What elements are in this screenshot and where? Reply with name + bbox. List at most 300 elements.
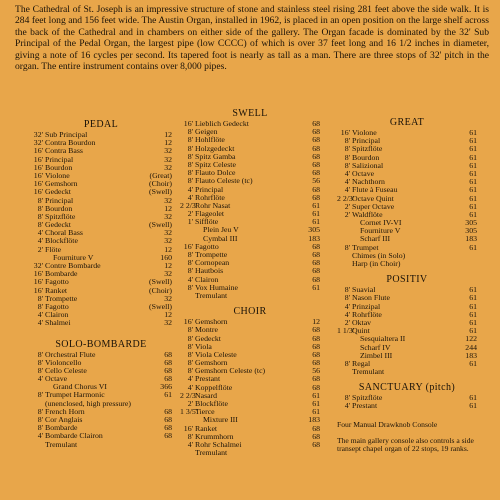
- stop-pipes: 366: [160, 382, 172, 392]
- stop-pipes: 61: [312, 282, 320, 292]
- stop-row: [30, 246, 172, 254]
- stop-pipes: 68: [312, 374, 320, 384]
- stop-row: [180, 292, 320, 300]
- stop-size: 8': [187, 127, 193, 137]
- stop-size: 16': [33, 170, 43, 180]
- stop-size: 8': [344, 144, 350, 154]
- stop-name: Prestant: [352, 401, 378, 411]
- stop-pipes: 68: [164, 423, 172, 433]
- stop-list: [30, 131, 172, 328]
- stop-pipes: 122: [465, 334, 477, 344]
- stop-size: 8': [37, 211, 43, 221]
- stop-size: 8': [344, 393, 350, 403]
- stop-row: [337, 344, 477, 352]
- stop-name: Contre Bombarde: [45, 261, 101, 270]
- stop-size: 32': [33, 138, 43, 148]
- stop-pipes: 68: [164, 431, 172, 441]
- stop-name: Contra Bass: [45, 146, 83, 156]
- stop-size: 4': [187, 184, 193, 194]
- stop-pipes: 56: [312, 366, 320, 376]
- section-choir: [180, 305, 320, 457]
- stop-pipes: 305: [465, 218, 477, 228]
- stop-pipes: 68: [312, 192, 320, 202]
- stop-pipes: 61: [469, 317, 477, 327]
- stop-pipes: 68: [164, 406, 172, 416]
- stop-name: Mixture III: [203, 415, 238, 425]
- stop-pipes: 68: [312, 151, 320, 161]
- stop-name: Violone: [352, 128, 377, 137]
- stop-size: 8': [37, 406, 43, 416]
- stop-pipes: 68: [312, 431, 320, 441]
- stop-name: Harp (in Choir): [352, 259, 401, 268]
- stop-name: Nasard: [195, 390, 218, 400]
- stop-name: Fourniture V: [360, 226, 401, 236]
- stop-name: Flageolet: [195, 209, 225, 219]
- stop-pipes: 61: [312, 390, 320, 400]
- stop-pipes: 68: [312, 241, 320, 251]
- stop-name: Principal: [45, 154, 74, 164]
- stop-name: Trompette: [195, 250, 228, 259]
- stop-size: 16': [33, 277, 43, 287]
- stop-size: 2 2/3': [180, 390, 198, 400]
- stop-name: Holzgedeckt: [195, 143, 235, 153]
- stop-size: 16': [183, 317, 193, 327]
- stop-pipes: 68: [312, 325, 320, 335]
- stop-row: [30, 319, 172, 327]
- stop-name: Bombarde Clairon: [45, 431, 103, 441]
- stop-size: 2': [344, 317, 350, 327]
- stop-list: [337, 129, 477, 268]
- stop-pipes: 68: [312, 439, 320, 449]
- stop-name: Blockflöte: [45, 236, 78, 246]
- stop-name: Fagotto: [45, 301, 69, 311]
- stop-pipes: 68: [312, 159, 320, 169]
- stop-pipes: 305: [465, 226, 477, 236]
- stop-name: Violoncello: [45, 357, 82, 367]
- stop-pipes: 68: [312, 274, 320, 284]
- stop-size: 4': [187, 192, 193, 202]
- stop-size: 16': [33, 187, 43, 197]
- stop-name: Contra Bourdon: [45, 138, 96, 148]
- stop-row: [30, 441, 172, 449]
- stop-name: Gemshorn: [45, 179, 78, 189]
- stop-name: Shalmei: [45, 318, 71, 328]
- stop-name: Rohrflöte: [195, 192, 225, 202]
- stop-list: [30, 351, 172, 449]
- stop-name: Sifflöte: [195, 217, 219, 227]
- stop-size: 4': [37, 228, 43, 238]
- stop-name: Spitzflöte: [45, 211, 76, 221]
- stop-name: Regal: [352, 358, 371, 368]
- stop-size: 4': [344, 309, 350, 319]
- stop-size: 16': [33, 162, 43, 172]
- stop-pipes: 61: [469, 209, 477, 219]
- stop-name: Ranket: [195, 423, 218, 433]
- stop-pipes: 61: [469, 185, 477, 195]
- section-title: POSITIV: [386, 274, 428, 286]
- stop-name: Cornet IV-VI: [360, 218, 402, 228]
- stop-size: 2': [37, 244, 43, 254]
- stop-name: Tremulant: [352, 367, 385, 377]
- stop-name: Sub Principal: [45, 130, 88, 139]
- stop-pipes: 61: [469, 168, 477, 178]
- stop-pipes: 68: [312, 423, 320, 433]
- stop-size: 8': [37, 220, 43, 230]
- stop-pipes: (Great): [149, 170, 172, 180]
- stop-size: 16': [33, 179, 43, 189]
- stop-name: Chimes (in Solo): [352, 250, 406, 260]
- stop-name: Flauto Dolce: [195, 168, 236, 178]
- stop-size: 8': [37, 293, 43, 303]
- stop-pipes: 61: [469, 242, 477, 252]
- stop-name: Flute à Fuseau: [352, 185, 398, 195]
- stop-size: 8': [37, 349, 43, 359]
- stop-name: Salizional: [352, 160, 384, 170]
- stop-row: [337, 260, 477, 268]
- stop-name: Trumpet: [352, 242, 379, 252]
- stop-pipes: 61: [469, 201, 477, 211]
- stop-name: Fagotto: [45, 277, 69, 287]
- stop-size: 8': [187, 143, 193, 153]
- stop-pipes: 61: [469, 160, 477, 170]
- stop-name: Bombarde: [45, 423, 78, 433]
- stop-pipes: 32: [164, 228, 172, 238]
- stop-pipes: (Choir): [149, 179, 172, 189]
- stop-name: Lieblich Gedeckt: [195, 119, 249, 128]
- stop-name: Spitzflöte: [352, 393, 383, 403]
- stop-size: 4': [344, 177, 350, 187]
- stop-name: Cello Celeste: [45, 365, 87, 375]
- stop-size: 8': [37, 301, 43, 311]
- column-right: [337, 116, 477, 454]
- stop-list: [337, 286, 477, 376]
- stop-pipes: 32: [164, 146, 172, 156]
- stop-size: 8': [187, 366, 193, 376]
- stop-name: Quint: [352, 326, 370, 336]
- stop-pipes: 68: [164, 374, 172, 384]
- stop-name: Nason Flute: [352, 293, 390, 303]
- stop-pipes: 32: [164, 318, 172, 328]
- stop-size: 8': [187, 349, 193, 359]
- stop-pipes: 61: [469, 128, 477, 137]
- stop-size: 4': [344, 301, 350, 311]
- section-title: PEDAL: [83, 119, 119, 130]
- stop-row: [337, 227, 477, 235]
- stop-name: Principal: [352, 136, 381, 146]
- stop-name: Gemshorn: [195, 358, 228, 368]
- stop-size: 8': [187, 151, 193, 161]
- stop-size: 8': [37, 415, 43, 424]
- section-sanctuary: [337, 381, 477, 410]
- stop-pipes: 32: [164, 154, 172, 164]
- stop-pipes: 32: [164, 236, 172, 246]
- stop-pipes: 61: [312, 200, 320, 210]
- stop-pipes: 32: [164, 269, 172, 279]
- stop-name: Scharf IV: [360, 342, 391, 352]
- stop-pipes: 12: [164, 244, 172, 254]
- stop-pipes: 61: [469, 136, 477, 146]
- section-great: [337, 116, 477, 268]
- stop-name: Flöte: [45, 244, 62, 254]
- stop-name: Bourdon: [45, 162, 73, 172]
- stop-size: 4': [187, 382, 193, 392]
- stop-size: 2': [187, 399, 193, 408]
- stop-pipes: 61: [469, 193, 477, 203]
- stop-name: Flauto Celeste (tc): [195, 176, 253, 186]
- stop-name: Oktav: [352, 317, 372, 327]
- stop-pipes: 68: [164, 357, 172, 367]
- stop-size: 1': [187, 217, 193, 227]
- stop-size: 2': [344, 201, 350, 211]
- stop-name: Gemshorn Celeste (tc): [195, 366, 266, 376]
- stop-size: 8': [187, 250, 193, 259]
- stop-name: Orchestral Flute: [45, 349, 96, 359]
- stop-row: [180, 408, 320, 416]
- stop-size: 8': [37, 423, 43, 433]
- stop-name: Principal: [195, 184, 224, 194]
- stop-name: Ranket: [45, 285, 68, 295]
- stop-pipes: 61: [312, 407, 320, 417]
- stop-name: Scharf III: [360, 234, 391, 244]
- stop-size: 8': [187, 358, 193, 368]
- stop-row: [180, 218, 320, 226]
- stop-size: 32': [33, 261, 43, 270]
- stop-name: Fourniture V: [53, 252, 94, 262]
- stop-name: (unenclosed, high pressure): [45, 398, 131, 408]
- section-positiv: [337, 273, 477, 376]
- stop-row: [180, 449, 320, 457]
- stop-name: Principal: [45, 195, 74, 205]
- section-swell: [180, 107, 320, 300]
- stop-size: 8': [344, 358, 350, 368]
- stop-pipes: 61: [312, 399, 320, 408]
- stop-pipes: 32: [164, 195, 172, 205]
- stop-size: 8': [344, 160, 350, 170]
- stop-size: 4': [187, 439, 193, 449]
- stop-name: Cor Anglais: [45, 415, 83, 424]
- stop-size: 8': [187, 333, 193, 343]
- stop-pipes: 68: [312, 266, 320, 276]
- stop-size: 8': [187, 135, 193, 145]
- stop-row: [337, 335, 477, 343]
- stop-size: 8': [187, 282, 193, 292]
- stop-size: 4': [37, 431, 43, 441]
- stop-size: 4': [37, 236, 43, 246]
- section-title: SANCTUARY (pitch): [358, 382, 456, 394]
- stop-name: Grand Chorus VI: [53, 382, 107, 392]
- section-solo-bombarde: [30, 338, 172, 449]
- stop-pipes: 61: [469, 177, 477, 187]
- stop-pipes: 160: [160, 252, 172, 262]
- stop-pipes: 68: [312, 349, 320, 359]
- stop-name: Montre: [195, 325, 218, 335]
- stop-pipes: 68: [312, 258, 320, 268]
- stop-pipes: 68: [312, 341, 320, 351]
- stop-pipes: 61: [469, 285, 477, 295]
- stop-list: [337, 394, 477, 410]
- stop-size: 4': [344, 168, 350, 178]
- stop-size: 8': [37, 365, 43, 375]
- stop-name: Prestant: [195, 374, 221, 384]
- stop-pipes: 68: [312, 250, 320, 259]
- stop-pipes: (Swell): [149, 187, 172, 197]
- stop-size: 4': [344, 185, 350, 195]
- stop-name: Nachthorn: [352, 177, 385, 187]
- stop-name: Cymbal III: [203, 233, 238, 243]
- stop-size: 4': [187, 274, 193, 284]
- stop-name: Trumpet Harmonic: [45, 390, 105, 400]
- stop-name: Koppelflöte: [195, 382, 233, 392]
- stop-size: 8': [37, 195, 43, 205]
- stop-pipes: 68: [312, 358, 320, 368]
- stop-pipes: 68: [312, 119, 320, 128]
- stop-name: Viola: [195, 341, 212, 351]
- stop-pipes: 61: [469, 401, 477, 411]
- stop-size: 8': [187, 266, 193, 276]
- stop-name: Spitzflöte: [352, 144, 383, 154]
- stop-name: French Horn: [45, 406, 85, 416]
- stop-name: Viola Celeste: [195, 349, 237, 359]
- stop-name: Zimbel III: [360, 350, 393, 360]
- stop-size: 16': [183, 241, 193, 251]
- stop-pipes: (Choir): [149, 285, 172, 295]
- stop-size: 8': [187, 176, 193, 186]
- stop-name: Violone: [45, 170, 70, 180]
- stop-size: 1 1/3': [337, 326, 355, 336]
- stop-pipes: (Swell): [149, 220, 172, 230]
- stop-name: Rohr Nasat: [195, 200, 231, 210]
- stop-size: 16': [183, 119, 193, 128]
- stop-pipes: 61: [469, 152, 477, 162]
- stop-name: Sesquialtera II: [360, 334, 406, 344]
- section-title: GREAT: [389, 117, 425, 128]
- stop-pipes: 183: [308, 233, 320, 243]
- stop-size: 8': [344, 285, 350, 295]
- stop-pipes: 12: [164, 310, 172, 320]
- stop-pipes: 68: [312, 127, 320, 137]
- stop-name: Spitz Celeste: [195, 159, 236, 169]
- console-note: Four Manual Drawknob Console: [337, 419, 438, 429]
- stop-name: Fagotto: [195, 241, 219, 251]
- stop-pipes: 61: [469, 301, 477, 311]
- stop-pipes: (Swell): [149, 301, 172, 311]
- stop-name: Bourdon: [45, 203, 73, 213]
- stop-pipes: 61: [469, 326, 477, 336]
- stop-row: [337, 368, 477, 376]
- stop-name: Choral Bass: [45, 228, 83, 238]
- stop-size: 8': [187, 159, 193, 169]
- stop-name: Gedeckt: [45, 220, 71, 230]
- stop-name: Suavial: [352, 285, 376, 295]
- stop-name: Vox Humaine: [195, 282, 238, 292]
- gallery-note: The main gallery console also controls a side transept chapel organ of 22 stops, 19 ranks.: [337, 435, 474, 454]
- stop-name: Bourdon: [352, 152, 380, 162]
- stop-pipes: 12: [164, 203, 172, 213]
- stop-size: 1 3/5': [180, 407, 198, 417]
- stop-size: 8': [187, 431, 193, 441]
- stop-name: Octave: [352, 168, 375, 178]
- stop-size: 16': [33, 269, 43, 279]
- stop-name: Octave Quint: [352, 193, 394, 203]
- stop-size: 4': [187, 374, 193, 384]
- stop-name: Rohrflöte: [352, 309, 382, 319]
- stop-pipes: 12: [164, 261, 172, 270]
- section-title: CHOIR: [233, 306, 267, 318]
- stop-pipes: 183: [308, 415, 320, 425]
- stop-size: 16': [33, 285, 43, 295]
- stop-size: 2': [344, 209, 350, 219]
- stop-name: Trompette: [45, 293, 78, 303]
- stop-size: 16': [33, 146, 43, 156]
- stop-name: Gedeckt: [45, 187, 71, 197]
- stop-name: Spitz Gamba: [195, 151, 236, 161]
- stop-name: Gedeckt: [195, 333, 221, 343]
- stop-pipes: 183: [465, 234, 477, 244]
- stop-row: [337, 219, 477, 227]
- stop-pipes: 61: [164, 390, 172, 400]
- stop-pipes: 32: [164, 162, 172, 172]
- section-title: SWELL: [232, 108, 268, 119]
- stop-pipes: 12: [312, 317, 320, 327]
- stop-size: 16': [340, 128, 350, 137]
- stop-size: 4': [344, 401, 350, 411]
- stop-list: [180, 318, 320, 457]
- stop-size: 2': [187, 209, 193, 219]
- stop-row: [337, 327, 477, 335]
- section-pedal: [30, 118, 172, 328]
- stop-size: 8': [344, 293, 350, 303]
- stop-pipes: 61: [469, 393, 477, 403]
- stop-row: [337, 402, 477, 410]
- stop-size: 8': [187, 325, 193, 335]
- stop-name: Clairon: [195, 274, 219, 284]
- stop-pipes: (Swell): [149, 277, 172, 287]
- stop-pipes: 68: [312, 382, 320, 392]
- stop-size: 4': [37, 310, 43, 320]
- stop-size: 2 2/3': [180, 200, 198, 210]
- stop-name: Clairon: [45, 310, 69, 320]
- stop-pipes: 305: [308, 225, 320, 235]
- stop-pipes: 32: [164, 293, 172, 303]
- section-title: SOLO-BOMBARDE: [55, 338, 147, 350]
- stop-size: 16': [33, 154, 43, 164]
- stop-pipes: 68: [312, 333, 320, 343]
- stop-pipes: 61: [469, 309, 477, 319]
- stop-name: Krummhorn: [195, 431, 234, 441]
- stop-size: 4': [37, 374, 43, 384]
- stop-name: Tremulant: [195, 448, 228, 458]
- stop-name: Hautbois: [195, 266, 224, 276]
- stop-name: Cornopean: [195, 258, 230, 268]
- stop-pipes: 183: [465, 350, 477, 360]
- stop-name: Octave: [45, 374, 68, 384]
- stop-pipes: 56: [312, 176, 320, 186]
- stop-pipes: 61: [312, 209, 320, 219]
- stop-name: Waldflöte: [352, 209, 383, 219]
- stop-size: 8': [344, 152, 350, 162]
- column-middle: [180, 107, 320, 457]
- stop-size: 8': [37, 357, 43, 367]
- intro-paragraph: The Cathedral of St. Joseph is an impressive structure of stone and stainless steel rising 281 feet above the side walk. It is 284 feet long and 156 feet wide. The Austin Organ, installed in 1962, is placed in an open position on the large shelf across the back of the Cathedral and in chambers on either side of the gallery. The Organ facade is dominated by the 32' Sub Principal of the Pedal Organ, the largest pipe (low CCCC) of which is over 37 feet long and 16 1/2 inches in diameter, giving a note of 16 cycles per second. Its tapered foot is nearly as tall as a man. There are three stops of 32' pitch in the organ. The entire instrument contains over 8,000 pipes.: [15, 4, 489, 73]
- stop-pipes: 68: [312, 143, 320, 153]
- stop-row: [180, 226, 320, 234]
- stop-list: [180, 120, 320, 300]
- stop-name: Tremulant: [195, 290, 228, 300]
- stop-name: Prinzipal: [352, 301, 381, 311]
- stop-name: Rohr Schalmei: [195, 439, 242, 449]
- stop-pipes: 61: [469, 144, 477, 154]
- stop-name: Tierce: [195, 407, 215, 417]
